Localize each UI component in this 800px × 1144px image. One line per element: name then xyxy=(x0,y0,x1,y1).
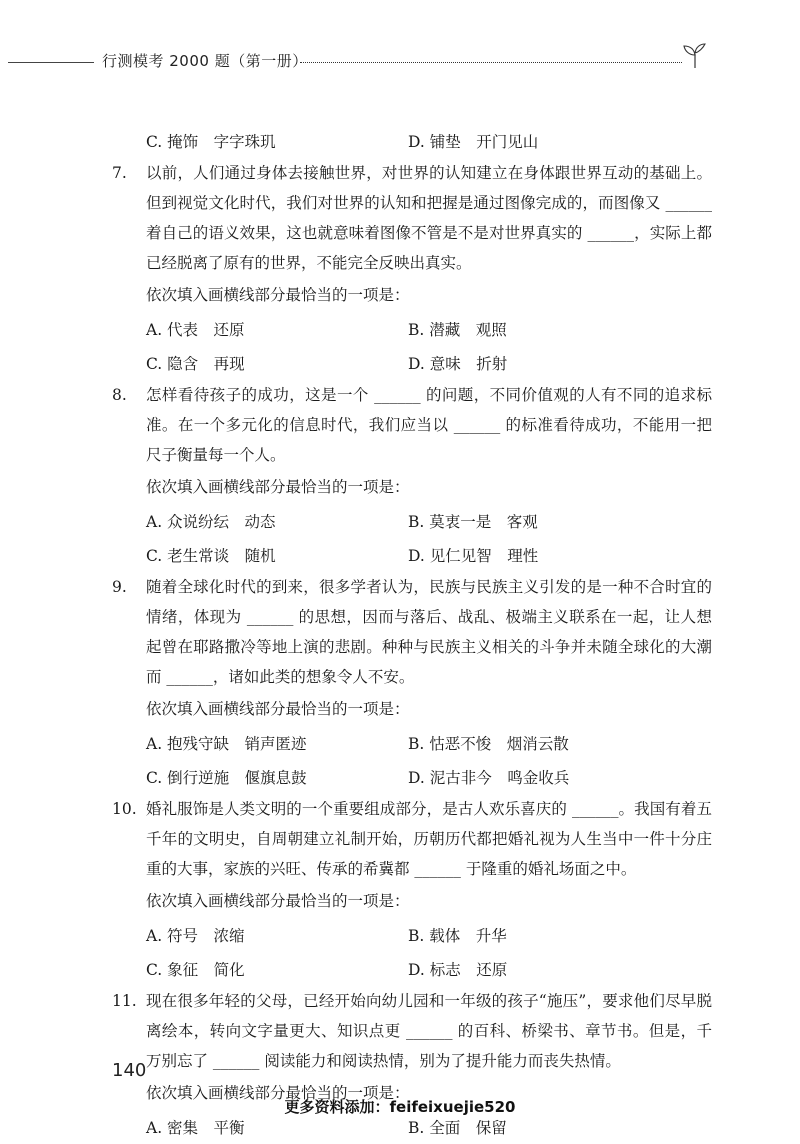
footer-note: 更多资料添加：feifeixuejie520 xyxy=(284,1098,516,1116)
options-row xyxy=(112,760,712,794)
question-7 xyxy=(112,158,712,278)
option-d: D. 意味 折射 xyxy=(408,355,508,373)
question-text: 怎样看待孩子的成功，这是一个 ______ 的问题，不同价值观的人有不同的追求标准。在一个多元化的信息时代，我们应当以 ______ 的标准看待成功，不能用一把尺子衡量每一个人。 xyxy=(146,386,712,464)
option-c: C. 隐含 再现 xyxy=(146,355,245,373)
question-10 xyxy=(112,794,712,884)
option-c: C. 倒行逆施 偃旗息鼓 xyxy=(146,769,307,787)
question-text: 婚礼服饰是人类文明的一个重要组成部分，是古人欢乐喜庆的 ______。我国有着五千年的文明史，自周朝建立礼制开始，历朝历代都把婚礼视为人生当中一件十分庄重的大事，家族的兴旺、传承的希冀都 ______ 于隆重的婚礼场面之中。 xyxy=(146,800,712,878)
option-a: A. 众说纷纭 动态 xyxy=(146,513,276,531)
options-row xyxy=(112,538,712,572)
question-prompt: 依次填入画横线部分最恰当的一项是： xyxy=(146,1084,410,1102)
option-b: B. 怙恶不悛 烟消云散 xyxy=(408,735,569,753)
options-row xyxy=(112,346,712,380)
question-11 xyxy=(112,986,712,1076)
question-content xyxy=(112,124,712,1144)
option-b: B. 潜藏 观照 xyxy=(408,321,507,339)
running-header xyxy=(0,40,800,80)
header-title: 行测模考 2000 题（第一册） xyxy=(102,52,308,70)
question-9 xyxy=(112,572,712,692)
option-d: D. 标志 还原 xyxy=(408,961,508,979)
header-rule-left xyxy=(8,62,94,63)
option-a: A. 密集 平衡 xyxy=(146,1119,245,1137)
option-d: D. 泥古非今 鸣金收兵 xyxy=(408,769,570,787)
page-number: 140 xyxy=(112,1060,147,1081)
option-a: A. 符号 浓缩 xyxy=(146,927,245,945)
question-number: 7. xyxy=(112,164,127,182)
question-number: 11. xyxy=(112,992,137,1010)
options-row xyxy=(112,918,712,952)
option-b: B. 载体 升华 xyxy=(408,927,507,945)
question-text: 现在很多年轻的父母，已经开始向幼儿园和一年级的孩子“施压”，要求他们尽早脱离绘本，转向文字量更大、知识点更 ______ 的百科、桥梁书、章节书。但是，千万别忘了 ______ 阅读能力和阅读热情，别为了提升能力而丧失热情。 xyxy=(146,992,712,1070)
sprout-icon xyxy=(680,40,710,70)
question-prompt: 依次填入画横线部分最恰当的一项是： xyxy=(146,286,410,304)
option-a: A. 代表 还原 xyxy=(146,321,245,339)
question-prompt: 依次填入画横线部分最恰当的一项是： xyxy=(146,892,410,910)
option-c: C. 掩饰 字字珠玑 xyxy=(146,133,276,151)
option-d: D. 见仁见智 理性 xyxy=(408,547,539,565)
question-8 xyxy=(112,380,712,470)
option-c: C. 象征 简化 xyxy=(146,961,245,979)
question-number: 9. xyxy=(112,578,127,596)
question-number: 10. xyxy=(112,800,137,818)
options-row xyxy=(112,312,712,346)
option-d: D. 铺垫 开门见山 xyxy=(408,133,539,151)
header-rule-right xyxy=(300,62,682,63)
options-row xyxy=(112,952,712,986)
question-number: 8. xyxy=(112,386,127,404)
option-b: B. 莫衷一是 客观 xyxy=(408,513,538,531)
question-text: 随着全球化时代的到来，很多学者认为，民族与民族主义引发的是一种不合时宜的情绪，体现为 ______ 的思想，因而与落后、战乱、极端主义联系在一起，让人想起曾在耶路撒冷等地上演的悲剧。种种与民族主义相关的斗争并未随全球化的大潮而 ______，诸如此类的想象令人不安。 xyxy=(146,578,712,686)
options-row xyxy=(112,504,712,538)
option-a: A. 抱残守缺 销声匿迹 xyxy=(146,735,307,753)
option-b: B. 全面 保留 xyxy=(408,1119,507,1137)
question-prompt: 依次填入画横线部分最恰当的一项是： xyxy=(146,478,410,496)
options-row xyxy=(112,124,712,158)
question-text: 以前，人们通过身体去接触世界，对世界的认知建立在身体跟世界互动的基础上。但到视觉文化时代，我们对世界的认知和把握是通过图像完成的，而图像又 ______ 着自己的语义效果，这也就意味着图像不管是不是对世界真实的 ______，实际上都已经脱离了原有的世界，不能完全反映出真实。 xyxy=(146,164,712,272)
question-prompt: 依次填入画横线部分最恰当的一项是： xyxy=(146,700,410,718)
options-row xyxy=(112,726,712,760)
option-c: C. 老生常谈 随机 xyxy=(146,547,276,565)
